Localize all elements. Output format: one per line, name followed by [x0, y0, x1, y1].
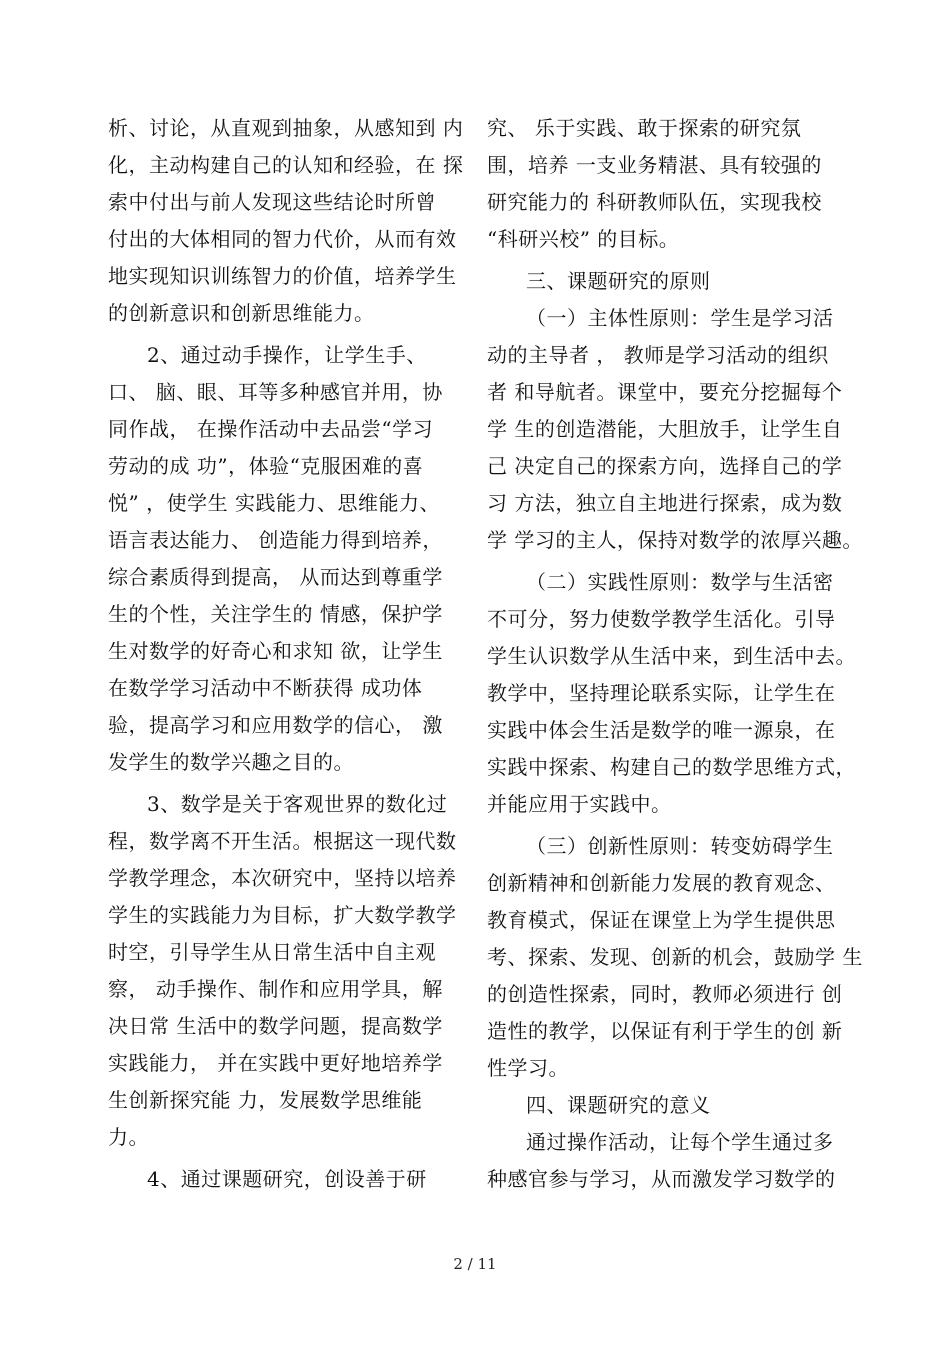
paragraph-start-line: 4、通过课题研究，创设善于研 [147, 1167, 427, 1191]
paragraph-start-line: 通过操作活动，让每个学生通过多 [526, 1130, 834, 1154]
text-line: 付出的大体相同的智力代价，从而有效 [108, 227, 457, 251]
text-line: 围，培养 一支业务精湛、具有较强的 [487, 153, 822, 177]
text-line: 发学生的数学兴趣之目的。 [108, 750, 354, 774]
paragraph-start-line: 2、通过动手操作，让学生手、 [147, 343, 427, 367]
text-line: 考、探索、发现、创新的机会，鼓励学 生 [487, 945, 863, 969]
text-line: 教学中，坚持理论联系实际，让学生在 [487, 681, 836, 705]
text-line: 语言表达能力、 创造能力得到培养， [108, 528, 443, 552]
text-line: 劳动的成 功”，体验“克服困难的喜 [108, 454, 424, 478]
text-line: 生的个性，关注学生的 情感，保护学 [108, 602, 443, 626]
paragraph-start-line: （三）创新性原则：转变妨碍学生 [526, 834, 834, 858]
text-line: 析、讨论，从直观到抽象，从感知到 内 [108, 116, 464, 140]
page-number: 2 / 11 [453, 1255, 497, 1273]
text-line: 并能应用于实践中。 [487, 792, 672, 816]
text-line: 验，提高学习和应用数学的信心， 激 [108, 713, 443, 737]
text-line: 实践中体会生活是数学的唯一源泉，在 [487, 718, 836, 742]
text-line: 种感官参与学习，从而激发学习数学的 [487, 1167, 836, 1191]
text-line: 地实现知识训练智力的价值，培养学生 [108, 264, 457, 288]
text-line: 性学习。 [487, 1056, 569, 1080]
text-line: 在数学学习活动中不断获得 成功体 [108, 676, 423, 700]
text-line: 实践能力， 并在实践中更好地培养学 [108, 1051, 443, 1075]
text-line: 学生的实践能力为目标，扩大数学教学 [108, 903, 457, 927]
text-line: 同作战， 在操作活动中去品尝“学习 [108, 417, 434, 441]
text-line: 决日常 生活中的数学问题，提高数学 [108, 1014, 443, 1038]
text-line: 的创新意识和创新思维能力。 [108, 301, 375, 325]
text-line: 悦” ，使学生 实践能力、思维能力、 [108, 491, 440, 515]
section-heading: 三、课题研究的原则 [526, 269, 711, 293]
text-line: 究、 乐于实践、敢于探索的研究氛 [487, 116, 802, 140]
text-line: 动的主导者 ， 教师是学习活动的组织 [487, 343, 829, 367]
text-line: 学生认识数学从生活中来，到生活中去。 [487, 644, 856, 668]
text-line: 造性的教学，以保证有利于学生的创 新 [487, 1019, 843, 1043]
text-line: 己 决定自己的探索方向，选择自己的学 [487, 454, 843, 478]
text-line: 学教学理念，本次研究中，坚持以培养 [108, 866, 457, 890]
text-line: 的创造性探索，同时，教师必须进行 创 [487, 982, 843, 1006]
text-line: 研究能力的 科研教师队伍，实现我校 [487, 190, 822, 214]
paragraph-start-line: （二）实践性原则：数学与生活密 [526, 570, 834, 594]
text-line: 学 生的创造潜能，大胆放手，让学生自 [487, 417, 843, 441]
text-line: 习 方法，独立自主地进行探索，成为数 [487, 491, 843, 515]
text-line: 生对数学的好奇心和求知 欲，让学生 [108, 639, 443, 663]
text-line: 口、 脑、眼、耳等多种感官并用，协 [108, 380, 443, 404]
text-line: 者 和导航者。课堂中，要充分挖掘每个 [487, 380, 843, 404]
text-line: 察， 动手操作、制作和应用学具，解 [108, 977, 443, 1001]
paragraph-start-line: 3、数学是关于客观世界的数化过 [147, 792, 448, 816]
text-line: 不可分，努力使数学教学生活化。引导 [487, 607, 836, 631]
text-line: 生创新探究能 力，发展数学思维能 [108, 1088, 423, 1112]
text-line: 学 学习的主人，保持对数学的浓厚兴趣。 [487, 528, 863, 552]
text-line: 化，主动构建自己的认知和经验，在 探 [108, 153, 464, 177]
text-line: 时空，引导学生从日常生活中自主观 [108, 940, 436, 964]
text-line: 实践中探索、构建自己的数学思维方式， [487, 755, 856, 779]
text-line: 力。 [108, 1125, 149, 1149]
text-line: 索中付出与前人发现这些结论时所曾 [108, 190, 436, 214]
text-line: 综合素质得到提高， 从而达到尊重学 [108, 565, 443, 589]
text-line: 创新精神和创新能力发展的教育观念、 [487, 871, 836, 895]
text-line: 教育模式，保证在课堂上为学生提供思 [487, 908, 836, 932]
paragraph-start-line: （一）主体性原则：学生是学习活 [526, 306, 834, 330]
text-line: 程，数学离不开生活。根据这一现代数 [108, 829, 457, 853]
section-heading: 四、课题研究的意义 [526, 1093, 711, 1117]
text-line: “科研兴校” 的目标。 [487, 227, 680, 251]
